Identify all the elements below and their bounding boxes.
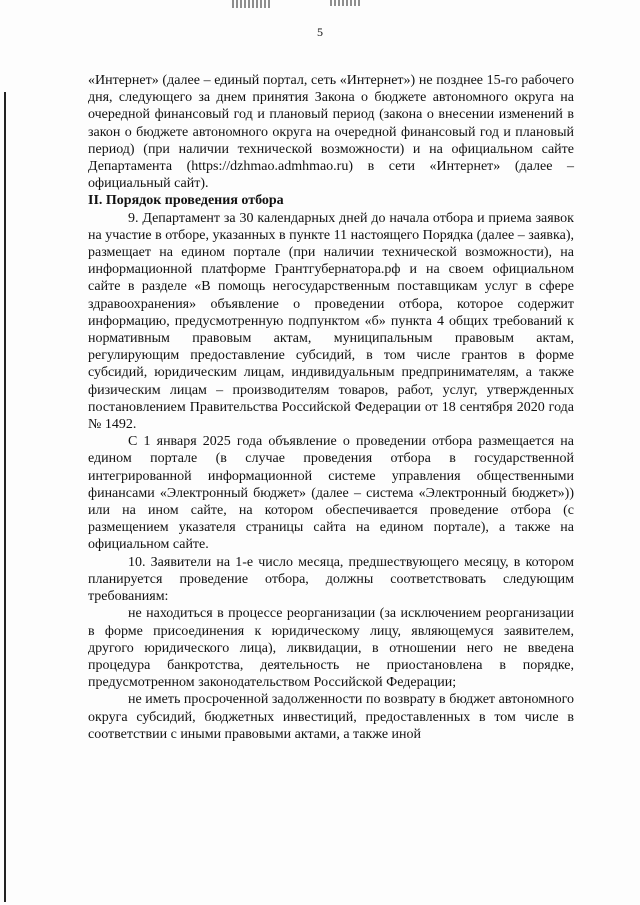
scan-edge-line [4, 92, 6, 902]
paragraph-item-9: 9. Департамент за 30 календарных дней до начала отбора и приема заявок на участие в отборе, указанных в пункте 11 настоящего Порядка (далее – заявка), размещает на едином портале (при наличии технической возможности), на информационной платформе Грантгубернатора.рф и на своем официальном сайте в разделе «В помощь негосударственным поставщикам услуг в сфере здравоохранения» объявление о проведении отбора, которое содержит информацию, предусмотренную подпунктом «б» пункта 4 общих требований к нормативным правовым актам, муниципальным правовым актам, регулирующим предоставление субсидий, в том числе грантов в форме субсидий, юридическим лицам, индивидуальным предпринимателям, а также физическим лицам – производителям товаров, работ, услуг, утвержденных постановлением Правительства Российской Федерации от 18 сентября 2020 года № 1492. [88, 210, 574, 433]
section-heading: II. Порядок проведения отбора [88, 193, 284, 209]
page-number: 5 [317, 25, 323, 39]
document-body [88, 72, 574, 743]
scan-artifact-right [330, 0, 360, 6]
paragraph-item-10: 10. Заявители на 1-е число месяца, предшествующего месяцу, в котором планируется проведение отбора, должны соответствовать следующим требованиям: [88, 554, 574, 605]
scan-artifact-left [232, 0, 272, 8]
requirement-reorganization: не находиться в процессе реорганизации (за исключением реорганизации в форме присоединения к юридическому лицу, являющемуся заявителем, другого юридического лица), ликвидации, в отношении него не введена процедура банкротства, деятельность не приостановлена в порядке, предусмотренном законодательством Российской Федерации; [88, 606, 574, 691]
paragraph-2025-announcement: С 1 января 2025 года объявление о проведении отбора размещается на едином портале (в случае проведения отбора в государственной интегрированной информационной системе управления общественными финансами «Электронный бюджет» (далее – система «Электронный бюджет»)) или на ином сайте, на котором обеспечивается проведение отбора (с размещением указателя страницы сайта на едином портале), а также на официальном сайте. [88, 434, 574, 553]
paragraph-continuation: «Интернет» (далее – единый портал, сеть «Интернет») не позднее 15-го рабочего дня, следующего за днем принятия Закона о бюджете автономного округа на очередной финансовый год и плановый период (закона о внесении изменений в закон о бюджете автономного округа на очередной финансовый год и плановый период) (при наличии технической возможности) и на официальном сайте Департамента (https://dzhmao.admhmao.ru) в сети «Интернет» (далее – официальный сайт). [88, 73, 574, 192]
requirement-no-debt: не иметь просроченной задолженности по возврату в бюджет автономного округа субсидий, бюджетных инвестиций, предоставленных в том числе в соответствии с иными правовыми актами, а также иной [88, 692, 574, 742]
